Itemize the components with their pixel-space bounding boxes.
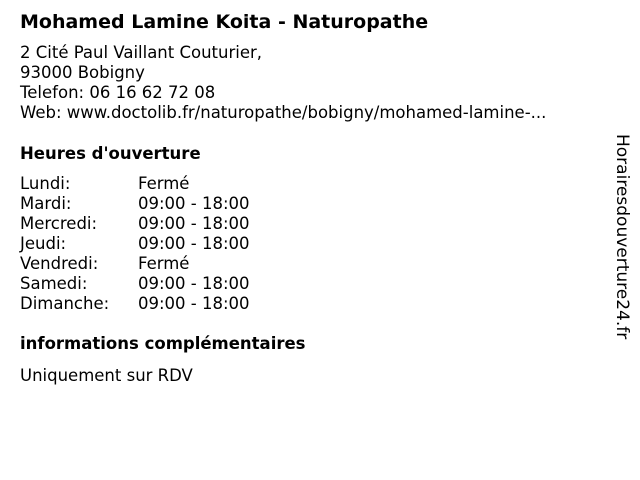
day-hours: 09:00 - 18:00 bbox=[138, 194, 250, 213]
address-line-street: 2 Cité Paul Vaillant Couturier, bbox=[20, 43, 263, 62]
phone-number[interactable]: Telefon: 06 16 62 72 08 bbox=[20, 83, 216, 102]
watermark-text: Horairesdouverture24.fr bbox=[612, 134, 632, 340]
day-label: Lundi: bbox=[20, 174, 71, 193]
business-contact bbox=[20, 43, 546, 123]
additional-info-heading: informations complémentaires bbox=[20, 334, 306, 353]
website-link[interactable]: Web: www.doctolib.fr/naturopathe/bobigny/mohamed-lamine-... bbox=[20, 103, 547, 122]
day-hours: 09:00 - 18:00 bbox=[138, 294, 250, 313]
day-label: Samedi: bbox=[20, 274, 88, 293]
additional-info-text: Uniquement sur RDV bbox=[20, 366, 193, 385]
business-name: Mohamed Lamine Koita - Naturopathe bbox=[20, 11, 429, 33]
day-hours: 09:00 - 18:00 bbox=[138, 274, 250, 293]
day-label: Mercredi: bbox=[20, 214, 98, 233]
day-label: Mardi: bbox=[20, 194, 72, 213]
day-hours: Fermé bbox=[138, 254, 190, 273]
day-hours: Fermé bbox=[138, 174, 190, 193]
day-label: Vendredi: bbox=[20, 254, 99, 273]
address-line-city: 93000 Bobigny bbox=[20, 63, 145, 82]
day-hours: 09:00 - 18:00 bbox=[138, 214, 250, 233]
day-label: Dimanche: bbox=[20, 294, 110, 313]
day-label: Jeudi: bbox=[20, 234, 67, 253]
opening-hours-heading: Heures d'ouverture bbox=[20, 144, 201, 163]
day-hours: 09:00 - 18:00 bbox=[138, 234, 250, 253]
